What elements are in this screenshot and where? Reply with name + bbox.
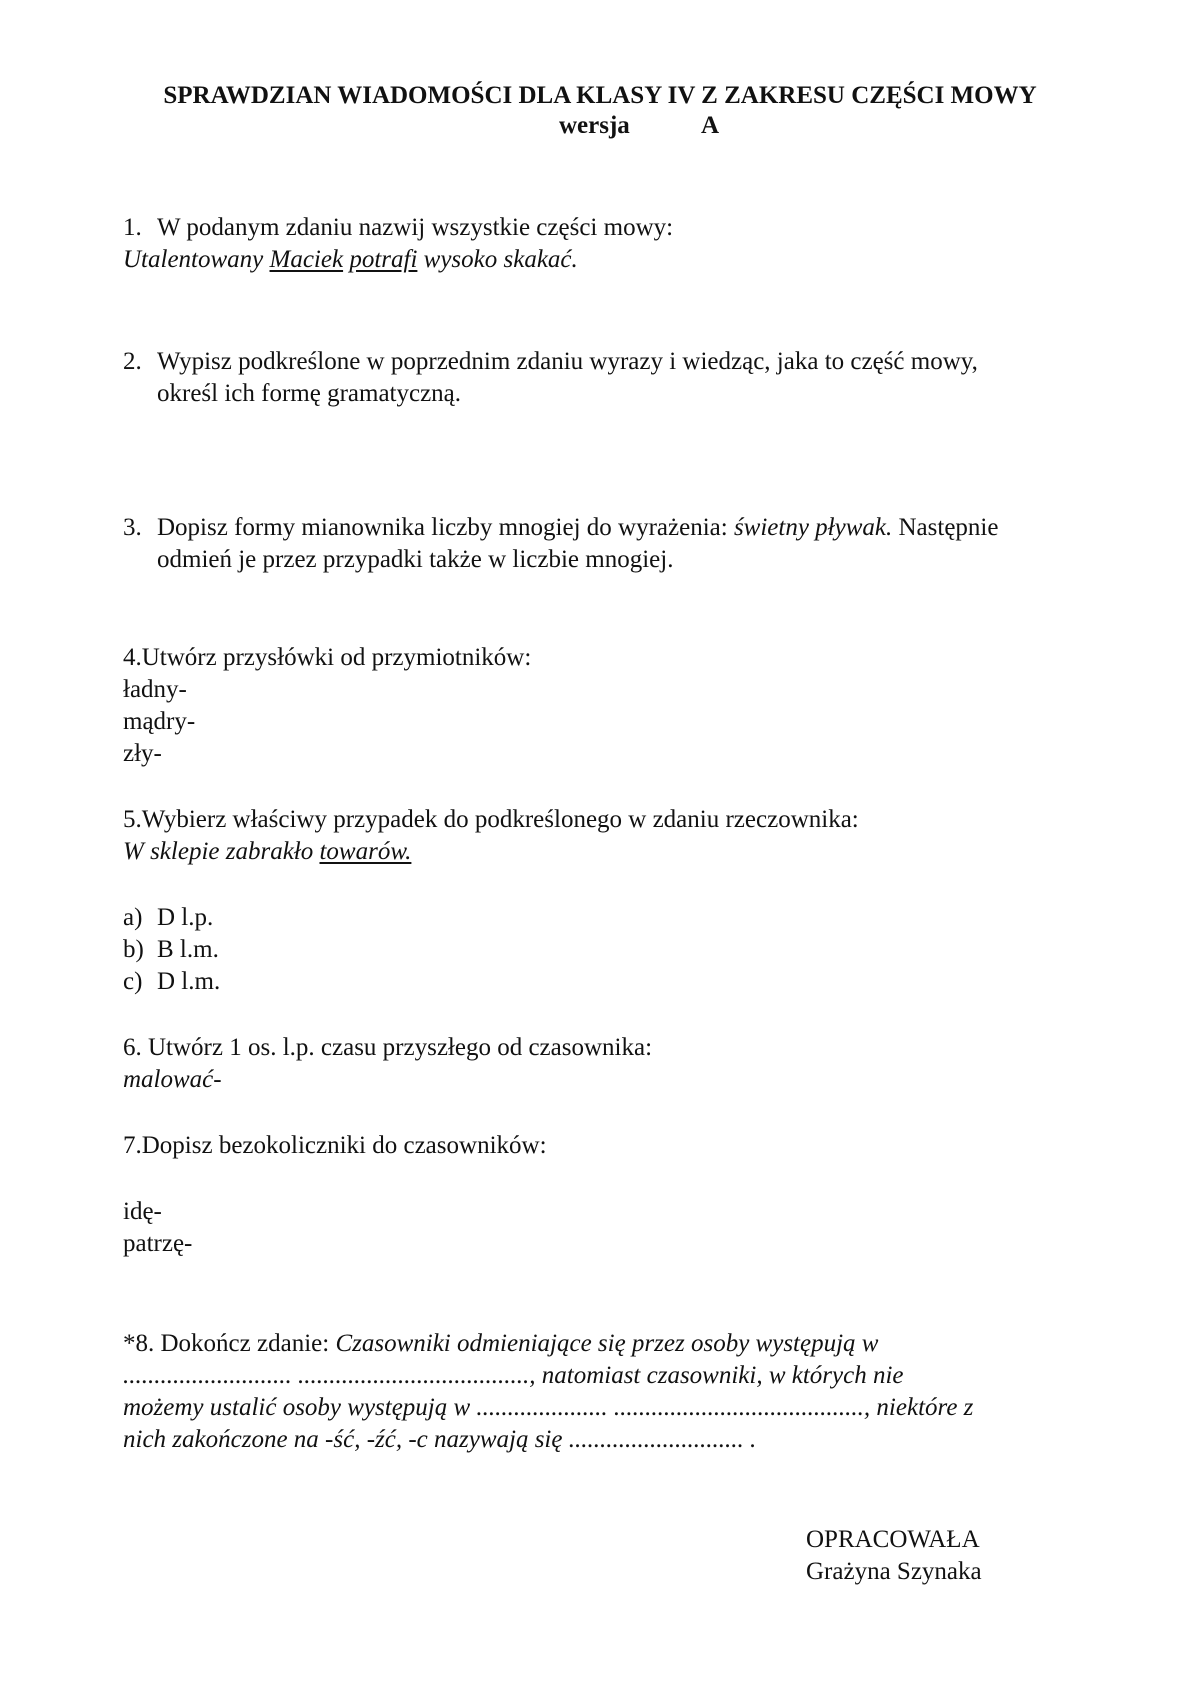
question-3-number: 3. (123, 514, 142, 541)
adjective-item: mądry- (123, 708, 196, 735)
question-1-number: 1. (123, 214, 142, 241)
underlined-word-towarow: towarów. (319, 838, 412, 865)
question-2-line-2: określ ich formę gramatyczną. (157, 380, 462, 407)
option-letter: b) (123, 936, 144, 963)
question-3-phrase: świetny pływak. (733, 514, 893, 541)
verb-item: patrzę- (123, 1230, 193, 1257)
underlined-word-potrafi: potrafi (349, 246, 418, 273)
adjective-item: zły- (123, 740, 162, 767)
version-letter: A (701, 112, 720, 139)
answer-option-a (123, 902, 213, 934)
question-2 (123, 346, 978, 378)
question-2-line-1: Wypisz podkreślone w poprzednim zdaniu wyrazy i wiedząc, jaka to część mowy, (157, 348, 978, 375)
option-letter: a) (123, 904, 143, 931)
question-8-line-3: możemy ustalić osoby występują w ..................... ........................................, niektóre z (123, 1394, 974, 1421)
answer-option-b (123, 934, 219, 966)
question-5: 5.Wybierz właściwy przypadek do podkreślonego w zdaniu rzeczownika: (123, 806, 859, 833)
question-1 (123, 212, 673, 244)
sentence-part: Utalentowany (123, 246, 270, 273)
option-letter: c) (123, 968, 143, 995)
question-5-sentence (123, 836, 411, 868)
option-text: D l.m. (157, 968, 221, 995)
answer-option-c (123, 966, 220, 998)
question-8-text: *8. Dokończ zdanie: (123, 1330, 336, 1357)
option-text: B l.m. (157, 936, 219, 963)
question-3-line-2: odmień je przez przypadki także w liczbie mnogiej. (157, 546, 674, 573)
author-label: OPRACOWAŁA (806, 1526, 980, 1553)
verb-item: idę- (123, 1198, 162, 1225)
underlined-word-maciek: Maciek (269, 246, 344, 273)
question-6: 6. Utwórz 1 os. l.p. czasu przyszłego od czasownika: (123, 1034, 653, 1061)
question-8-line-2: ........................... ....................................., natomiast czasowniki, w których nie (123, 1362, 904, 1389)
question-4: 4.Utwórz przysłówki od przymiotników: (123, 644, 532, 671)
question-8-line-4: nich zakończone na -ść, -źć, -c nazywają się ............................ . (123, 1426, 757, 1453)
question-8 (123, 1328, 878, 1360)
question-1-sentence (123, 244, 578, 276)
question-7: 7.Dopisz bezokoliczniki do czasowników: (123, 1132, 547, 1159)
question-8-sentence: Czasowniki odmieniające się przez osoby występują w (335, 1330, 879, 1357)
author-name: Grażyna Szynaka (806, 1558, 982, 1585)
question-3-text: Dopisz formy mianownika liczby mnogiej do wyrażenia: (157, 514, 734, 541)
question-3-text-end: Następnie (892, 514, 999, 541)
sentence-part: wysoko skakać. (417, 246, 578, 273)
question-2-number: 2. (123, 348, 142, 375)
sentence-part: W sklepie zabrakło (123, 838, 320, 865)
question-3 (123, 512, 998, 544)
option-text: D l.p. (157, 904, 214, 931)
adjective-item: ładny- (123, 676, 187, 703)
version-word: wersja (559, 112, 630, 139)
question-1-text: W podanym zdaniu nazwij wszystkie części mowy: (157, 214, 674, 241)
document-title: SPRAWDZIAN WIADOMOŚCI DLA KLASY IV Z ZAKRESU CZĘŚCI MOWY (163, 82, 1037, 109)
question-6-verb: malować- (123, 1066, 222, 1093)
